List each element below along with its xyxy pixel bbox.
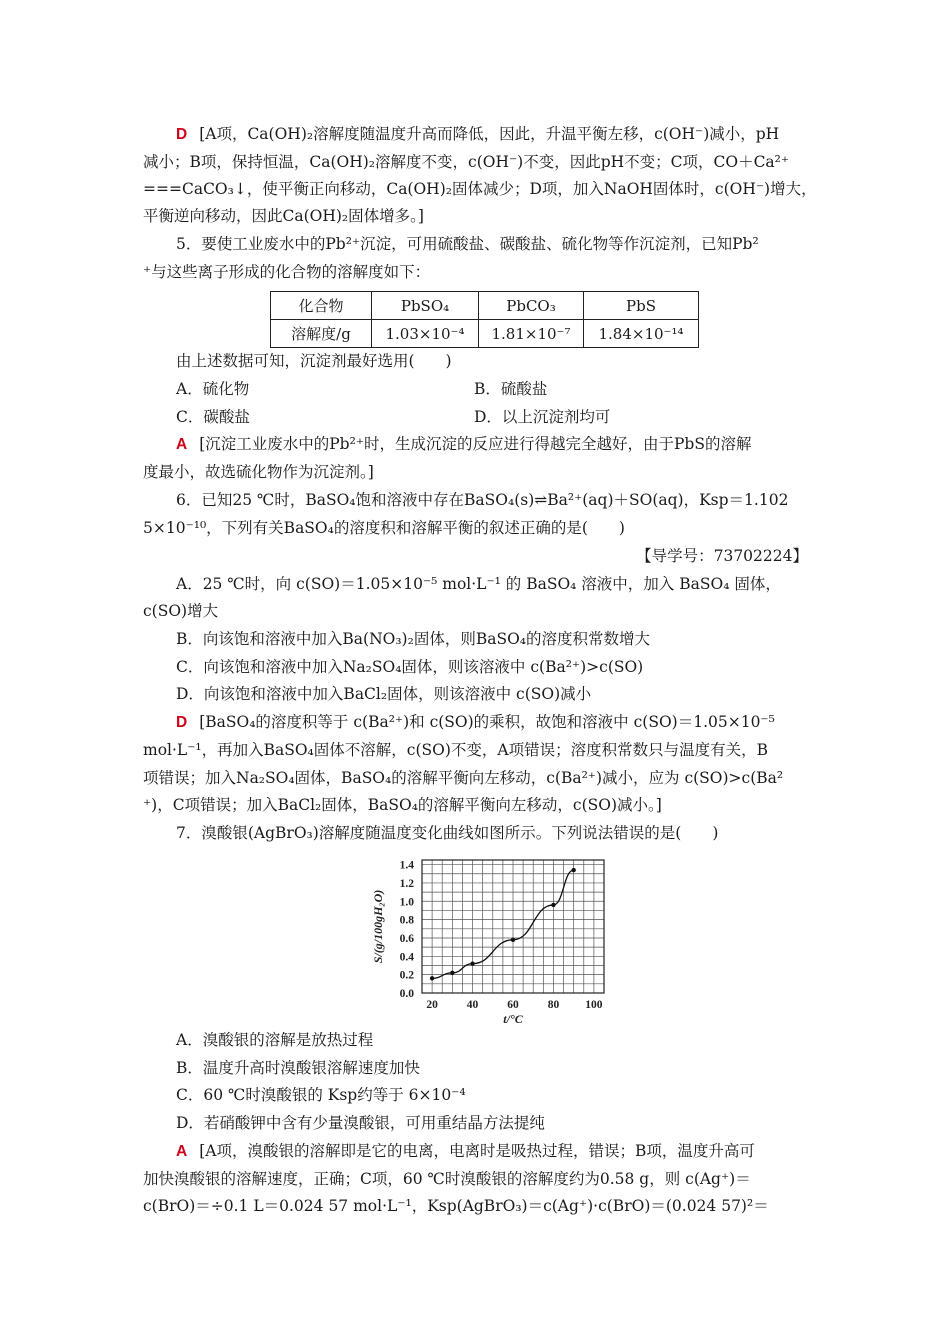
- text-line: 5×10⁻¹⁰，下列有关BaSO₄的溶度积和溶解平衡的叙述正确的是( ): [143, 519, 625, 537]
- answer-letter: A: [176, 1143, 188, 1160]
- text-line: ⁺)，C项错误；加入BaCl₂固体，BaSO₄的溶解平衡向左移动，c(SO)减小。]: [143, 796, 662, 814]
- table-cell: PbSO₄: [372, 292, 479, 320]
- table-cell: PbS: [584, 292, 699, 320]
- table-cell: 1.81×10⁻⁷: [479, 320, 584, 348]
- reference-number: 【导学号：73702224】: [636, 547, 808, 565]
- y-tick-label: 1.0: [399, 896, 414, 909]
- answer-letter: D: [176, 714, 188, 731]
- table-cell: PbCO₃: [479, 292, 584, 320]
- text-line: ===CaCO₃↓，使平衡正向移动，Ca(OH)₂固体减少；D项，加入NaOH固体时，c(OH⁻)增大，: [143, 180, 817, 198]
- option-b: B．向该饱和溶液中加入Ba(NO₃)₂固体，则BaSO₄的溶度积常数增大: [176, 630, 650, 648]
- data-point: [430, 976, 434, 980]
- text: [A项，Ca(OH)₂溶解度随温度升高而降低，因此，升温平衡左移，c(OH⁻)减小，pH: [199, 125, 780, 143]
- x-tick-label: 40: [466, 999, 479, 1011]
- x-tick-label: 80: [547, 999, 560, 1011]
- question-7-stem: 7．溴酸银(AgBrO₃)溶解度随温度变化曲线如图所示。下列说法错误的是( ): [176, 824, 719, 842]
- table-cell: 1.03×10⁻⁴: [372, 320, 479, 348]
- option-d: D．以上沉淀剂均可: [474, 408, 611, 426]
- table-cell: 1.84×10⁻¹⁴: [584, 320, 699, 348]
- text-line: 项错误；加入Na₂SO₄固体，BaSO₄的溶解平衡向左移动，c(Ba²⁺)减小，应为 c(SO)>c(Ba²: [143, 769, 784, 787]
- text-line: mol·L⁻¹，再加入BaSO₄固体不溶解，c(SO)不变，A项错误；溶度积常数只与温度有关，B: [143, 741, 768, 759]
- option-d: D．向该饱和溶液中加入BaCl₂固体，则该溶液中 c(SO)减小: [176, 685, 592, 703]
- x-tick-label: 20: [426, 999, 438, 1011]
- text-line: ⁺与这些离子形成的化合物的溶解度如下：: [143, 263, 431, 281]
- text-line: c(SO)增大: [143, 602, 219, 620]
- text: [A项，溴酸银的溶解即是它的电离，电离时是吸热过程，错误；B项，温度升高可: [199, 1142, 755, 1160]
- y-tick-label: 1.4: [399, 859, 414, 872]
- option-a: A．25 ℃时，向 c(SO)＝1.05×10⁻⁵ mol·L⁻¹ 的 BaSO₄ 溶液中，加入 BaSO₄ 固体，: [176, 575, 781, 593]
- x-axis-label: t/°C: [503, 1012, 523, 1026]
- solubility-table: [270, 291, 699, 348]
- option-c: C．60 ℃时溴酸银的 Ksp约等于 6×10⁻⁴: [176, 1086, 466, 1104]
- y-tick-label: 0.0: [399, 988, 414, 1000]
- x-tick-label: 100: [585, 999, 603, 1011]
- data-point: [551, 903, 555, 907]
- answer-letter: A: [176, 436, 188, 453]
- q6-answer-line: [176, 712, 775, 733]
- option-b: B．硫酸盐: [474, 380, 548, 398]
- data-point: [470, 961, 474, 965]
- q4-answer-line: [176, 124, 779, 145]
- y-tick-label: 0.2: [399, 969, 414, 982]
- text-line: 度最小，故选硫化物作为沉淀剂。]: [143, 463, 374, 481]
- table-row: [271, 292, 699, 320]
- text: [沉淀工业废水中的Pb²⁺时，生成沉淀的反应进行得越完全越好，由于PbS的溶解: [199, 435, 752, 453]
- solubility-chart: [368, 850, 618, 1028]
- y-tick-label: 0.4: [399, 951, 414, 964]
- y-tick-label: 0.6: [399, 932, 414, 945]
- question-6-stem: 6．已知25 ℃时，BaSO₄饱和溶液中存在BaSO₄(s)⇌Ba²⁺(aq)＋SO(aq)，Ksp＝1.102: [176, 491, 789, 509]
- table-row: [271, 320, 699, 348]
- text-line: 加快溴酸银的溶解速度，正确；C项，60 ℃时溴酸银的溶解度约为0.58 g，则 c(Ag⁺)＝: [143, 1170, 751, 1188]
- y-tick-label: 0.8: [399, 914, 414, 927]
- text-line: 由上述数据可知，沉淀剂最好选用( ): [176, 352, 452, 370]
- table-cell: 溶解度/g: [271, 320, 372, 348]
- y-tick-label: 1.2: [399, 877, 414, 890]
- option-b: B．温度升高时溴酸银溶解速度加快: [176, 1059, 420, 1077]
- text-line: c(BrO)＝÷0.1 L＝0.024 57 mol·L⁻¹，Ksp(AgBrO₃)＝c(Ag⁺)·c(BrO)＝(0.024 57)²＝: [143, 1197, 769, 1215]
- text-line: 平衡逆向移动，因此Ca(OH)₂固体增多。]: [143, 207, 424, 225]
- x-tick-label: 60: [507, 999, 519, 1011]
- option-c: C．向该饱和溶液中加入Na₂SO₄固体，则该溶液中 c(Ba²⁺)>c(SO): [176, 658, 644, 676]
- option-a: A．硫化物: [176, 380, 250, 398]
- data-point: [450, 971, 454, 975]
- q7-answer-line: [176, 1141, 755, 1162]
- y-axis-label: S/(g/100gH₂O): [371, 889, 385, 964]
- q5-answer-line: [176, 434, 751, 455]
- data-point: [571, 868, 575, 872]
- text: [BaSO₄的溶度积等于 c(Ba²⁺)和 c(SO)的乘积，故饱和溶液中 c(SO)＝1.05×10⁻⁵: [199, 713, 775, 731]
- option-c: C．碳酸盐: [176, 408, 250, 426]
- text-line: 减小；B项，保持恒温，Ca(OH)₂溶解度不变，c(OH⁻)不变，因此pH不变；C项，CO＋Ca²⁺: [143, 153, 790, 171]
- question-5-stem: 5．要使工业废水中的Pb²⁺沉淀，可用硫酸盐、碳酸盐、硫化物等作沉淀剂，已知Pb²: [176, 235, 759, 253]
- data-point: [511, 938, 515, 942]
- option-d: D．若硝酸钾中含有少量溴酸银，可用重结晶方法提纯: [176, 1114, 545, 1132]
- answer-letter: D: [176, 126, 188, 143]
- option-a: A．溴酸银的溶解是放热过程: [176, 1031, 374, 1049]
- table-cell: 化合物: [271, 292, 372, 320]
